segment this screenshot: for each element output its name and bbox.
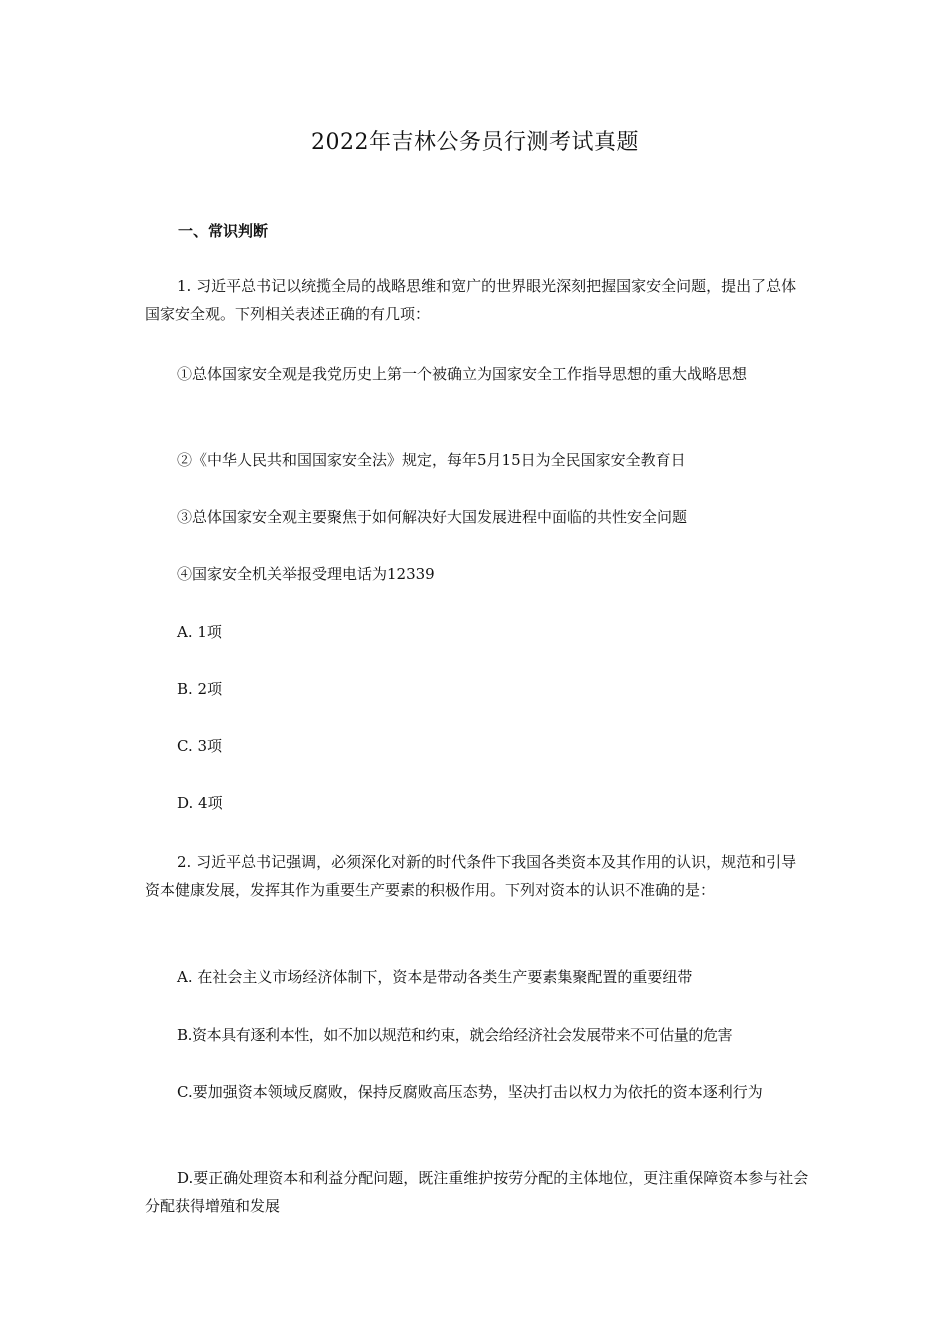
q1-stem: 1. 习近平总书记以统揽全局的战略思维和宽广的世界眼光深刻把握国家安全问题，提出了总体国家安全观。下列相关表述正确的有几项： xyxy=(145,277,797,323)
q1-option-c: C. 3项 xyxy=(177,737,223,755)
q2-option-b: B.资本具有逐利本性，如不加以规范和约束，就会给经济社会发展带来不可估量的危害 xyxy=(177,1026,733,1044)
q2-stem: 2. 习近平总书记强调，必须深化对新的时代条件下我国各类资本及其作用的认识，规范和引导资本健康发展，发挥其作为重要生产要素的积极作用。下列对资本的认识不准确的是： xyxy=(145,853,797,899)
q1-option-d: D. 4项 xyxy=(177,794,223,812)
q2-option-c: C.要加强资本领域反腐败，保持反腐败高压态势，坚决打击以权力为依托的资本逐利行为 xyxy=(177,1083,763,1101)
q1-statement-1: ①总体国家安全观是我党历史上第一个被确立为国家安全工作指导思想的重大战略思想 xyxy=(177,365,748,383)
q2-option-d: D.要正确处理资本和利益分配问题，既注重维护按劳分配的主体地位，更注重保障资本参与社会分配获得增殖和发展 xyxy=(145,1169,809,1215)
q1-option-b: B. 2项 xyxy=(177,680,223,698)
section-heading: 一、常识判断 xyxy=(178,222,269,240)
q2-option-a: A. 在社会主义市场经济体制下，资本是带动各类生产要素集聚配置的重要纽带 xyxy=(177,968,693,986)
document-title: 2022年吉林公务员行测考试真题 xyxy=(311,130,639,155)
q1-option-a: A. 1项 xyxy=(177,623,222,641)
q1-statement-4: ④国家安全机关举报受理电话为12339 xyxy=(177,565,435,583)
q1-statement-2: ②《中华人民共和国国家安全法》规定，每年5月15日为全民国家安全教育日 xyxy=(177,451,686,469)
q1-statement-3: ③总体国家安全观主要聚焦于如何解决好大国发展进程中面临的共性安全问题 xyxy=(177,508,688,526)
